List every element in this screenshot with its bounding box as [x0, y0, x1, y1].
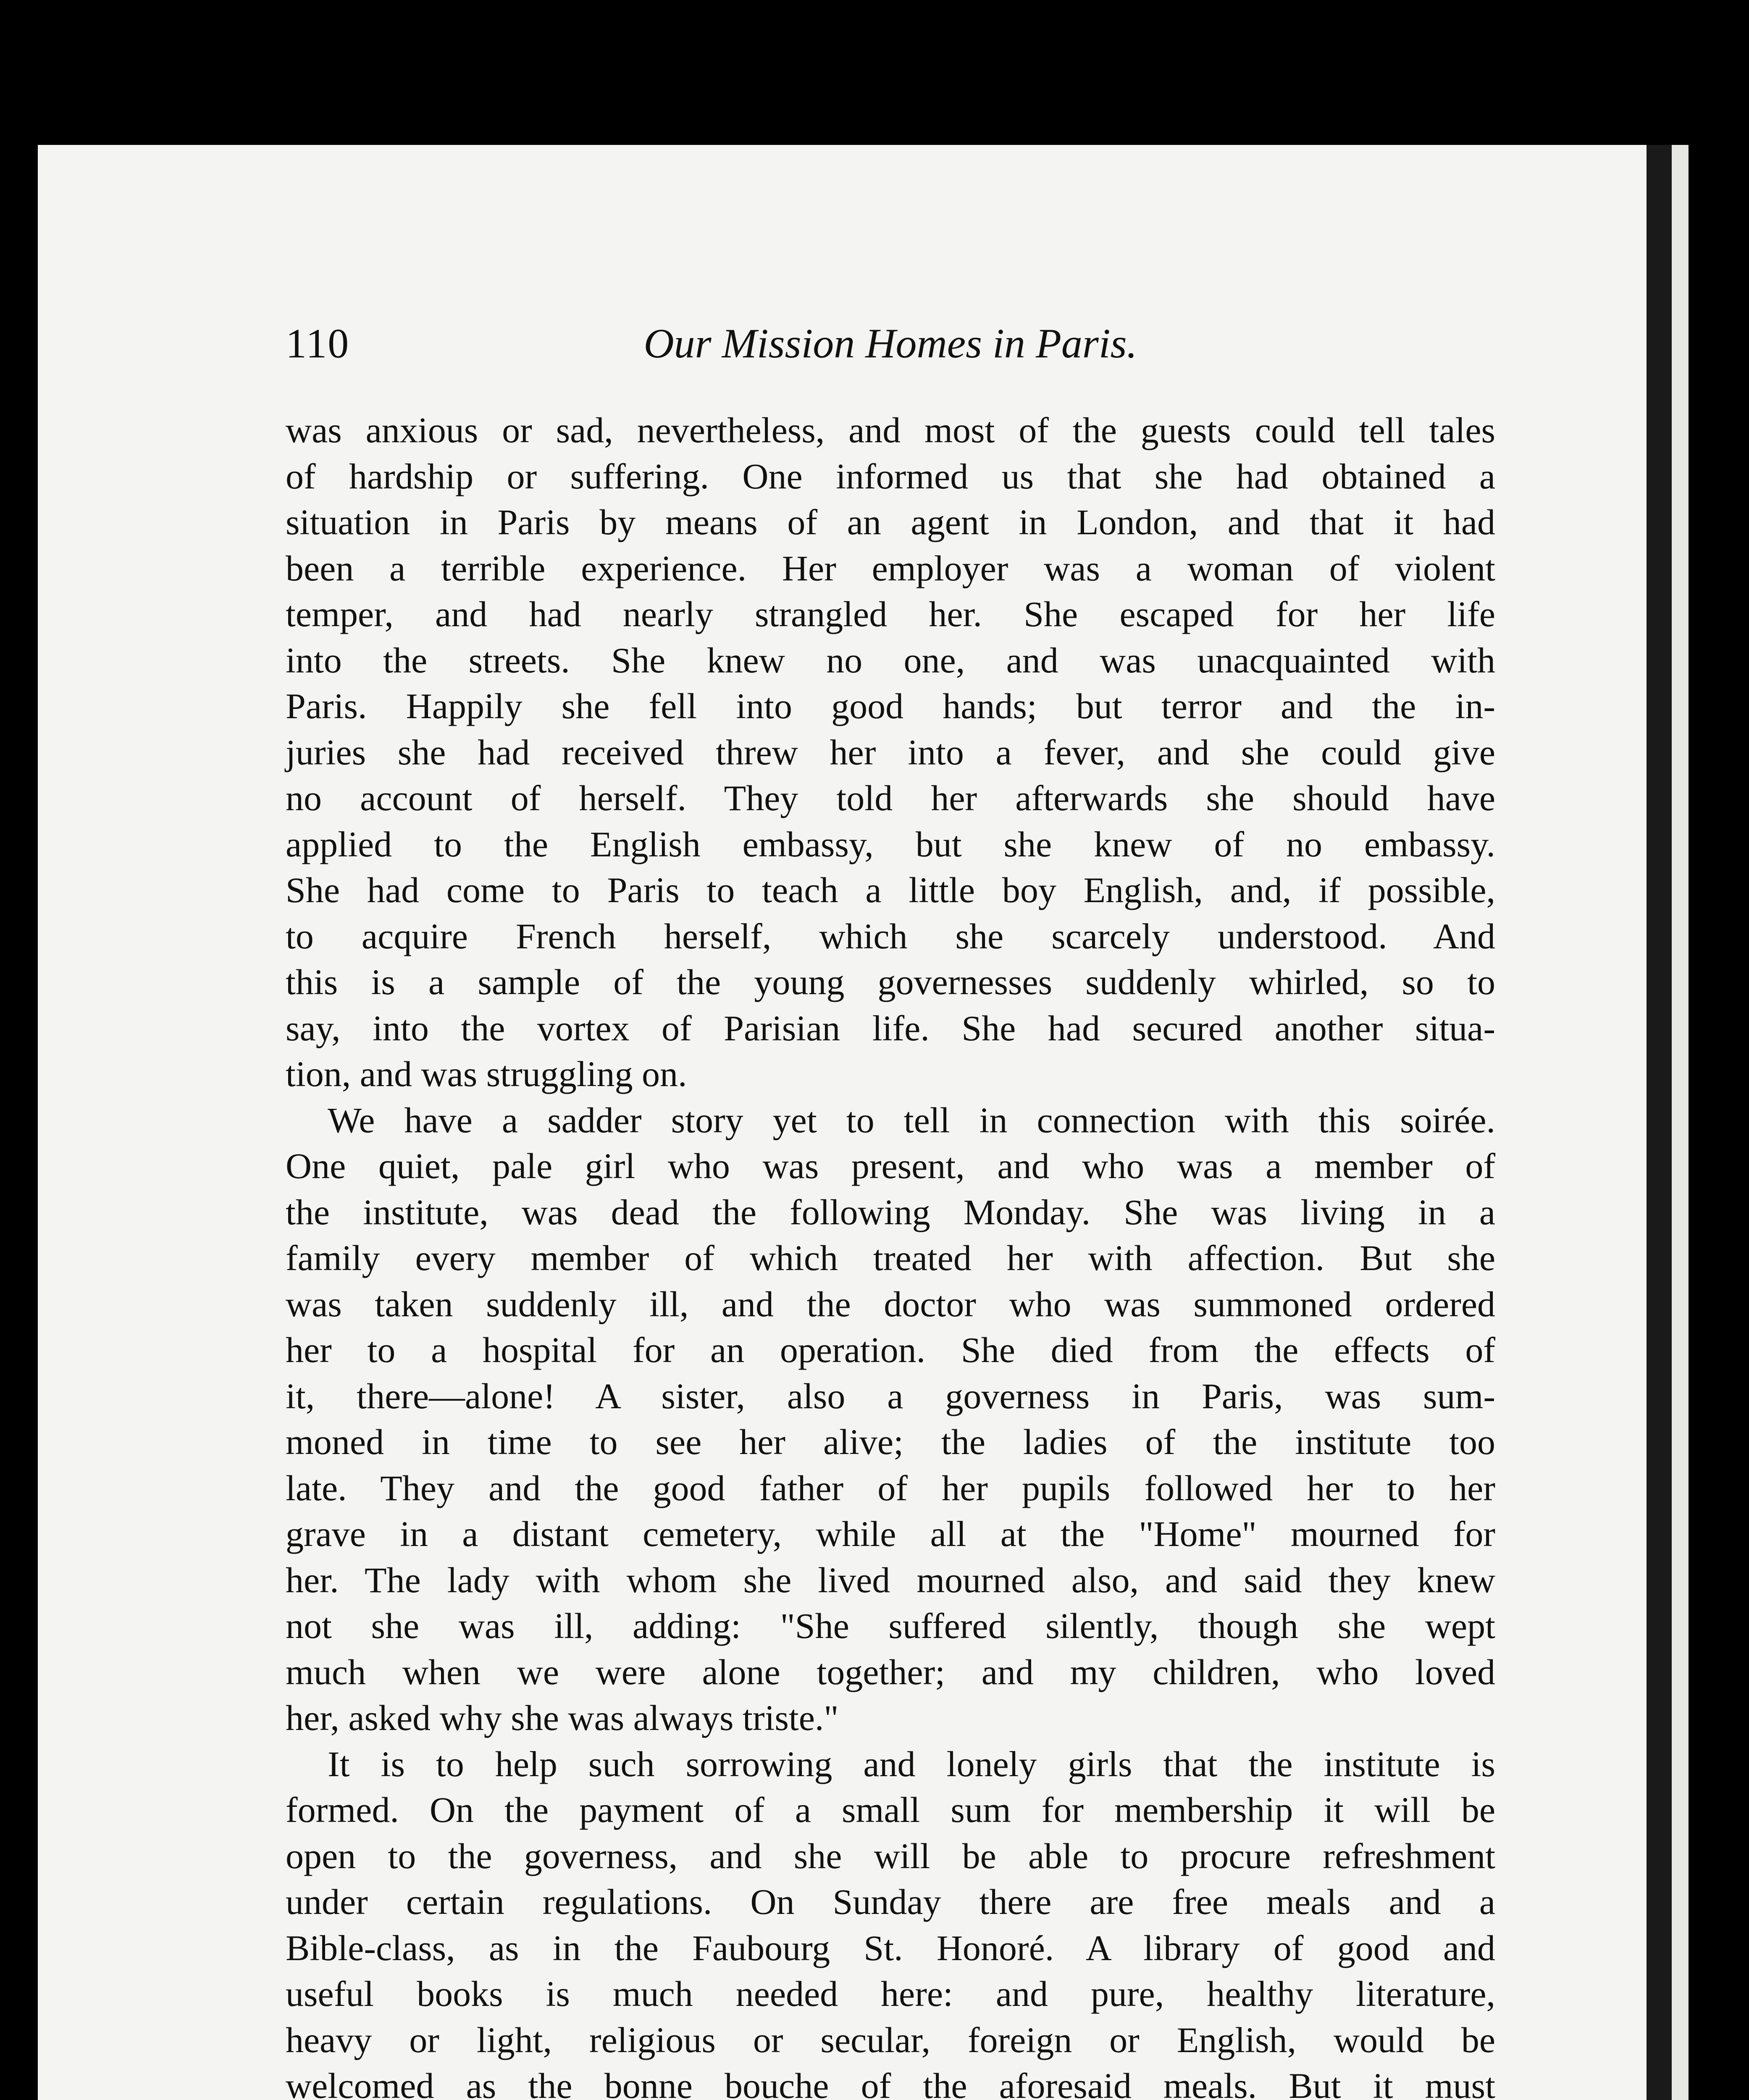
text-line: juries she had received threw her into a fever, and she could give: [286, 732, 1495, 772]
text-line: under certain regulations. On Sunday there are free meals and a: [286, 1882, 1495, 1922]
text-line: tion, and was struggling on.: [286, 1054, 687, 1094]
text-line: She had come to Paris to teach a little boy English, and, if possible,: [286, 870, 1495, 910]
text-line: the institute, was dead the following Monday. She was living in a: [286, 1192, 1495, 1232]
text-line: was taken suddenly ill, and the doctor who was summoned ordered: [286, 1284, 1495, 1324]
text-line: was anxious or sad, nevertheless, and most of the guests could tell tales: [286, 410, 1495, 450]
text-line: useful books is much needed here: and pure, healthy literature,: [286, 1974, 1495, 2014]
text-line: to acquire French herself, which she scarcely understood. And: [286, 916, 1495, 956]
paragraph: [286, 407, 1495, 1097]
text-line: much when we were alone together; and my children, who loved: [286, 1651, 1495, 1692]
text-line: been a terrible experience. Her employer was a woman of violent: [286, 548, 1495, 588]
text-line: temper, and had nearly strangled her. She escaped for her life: [286, 594, 1495, 634]
book-spine-shadow: [1647, 145, 1672, 2100]
text-line: not she was ill, adding: "She suffered silently, though she wept: [286, 1606, 1495, 1646]
page-header: [286, 319, 1495, 370]
text-line: say, into the vortex of Parisian life. She had secured another situa-: [286, 1008, 1495, 1048]
text-line: it, there—alone! A sister, also a governess in Paris, was sum-: [286, 1376, 1495, 1416]
running-title: Our Mission Homes in Paris.: [643, 320, 1137, 367]
text-line: situation in Paris by means of an agent in London, and that it had: [286, 502, 1495, 542]
text-line: formed. On the payment of a small sum for membership it will be: [286, 1790, 1495, 1830]
text-line: her. The lady with whom she lived mourned also, and said they knew: [286, 1559, 1495, 1600]
body-text: [286, 407, 1495, 2100]
text-line: grave in a distant cemetery, while all at the "Home" mourned for: [286, 1514, 1495, 1554]
text-line: into the streets. She knew no one, and was unacquainted with: [286, 640, 1495, 680]
adjacent-page-edge: [1672, 145, 1689, 2100]
text-line: applied to the English embassy, but she knew of no embassy.: [286, 824, 1495, 864]
text-line: her to a hospital for an operation. She died from the effects of: [286, 1330, 1495, 1370]
text-line: One quiet, pale girl who was present, and who was a member of: [286, 1146, 1495, 1186]
text-line: moned in time to see her alive; the ladies of the institute too: [286, 1422, 1495, 1462]
text-line: Paris. Happily she fell into good hands; but terror and the in-: [286, 686, 1495, 726]
text-line: open to the governess, and she will be able to procure refreshment: [286, 1835, 1495, 1876]
text-line: family every member of which treated her with affection. But she: [286, 1238, 1495, 1278]
text-line: It is to help such sorrowing and lonely girls that the institute is: [328, 1743, 1495, 1784]
text-line: welcomed as the bonne bouche of the aforesaid meals. But it must: [286, 2066, 1495, 2100]
page-number: 110: [286, 320, 350, 367]
text-line: late. They and the good father of her pupils followed her to her: [286, 1467, 1495, 1508]
text-line: her, asked why she was always triste.": [286, 1698, 839, 1738]
text-line: no account of herself. They told her afterwards she should have: [286, 778, 1495, 818]
text-line: heavy or light, religious or secular, foreign or English, would be: [286, 2019, 1495, 2060]
text-line: this is a sample of the young governesses suddenly whirled, so to: [286, 962, 1495, 1002]
paragraph: [286, 1097, 1495, 1741]
text-line: We have a sadder story yet to tell in connection with this soirée.: [328, 1100, 1495, 1140]
paragraph: [286, 1741, 1495, 2100]
text-line: Bible-class, as in the Faubourg St. Honoré. A library of good and: [286, 1927, 1495, 1968]
text-line: of hardship or suffering. One informed us that she had obtained a: [286, 456, 1495, 496]
